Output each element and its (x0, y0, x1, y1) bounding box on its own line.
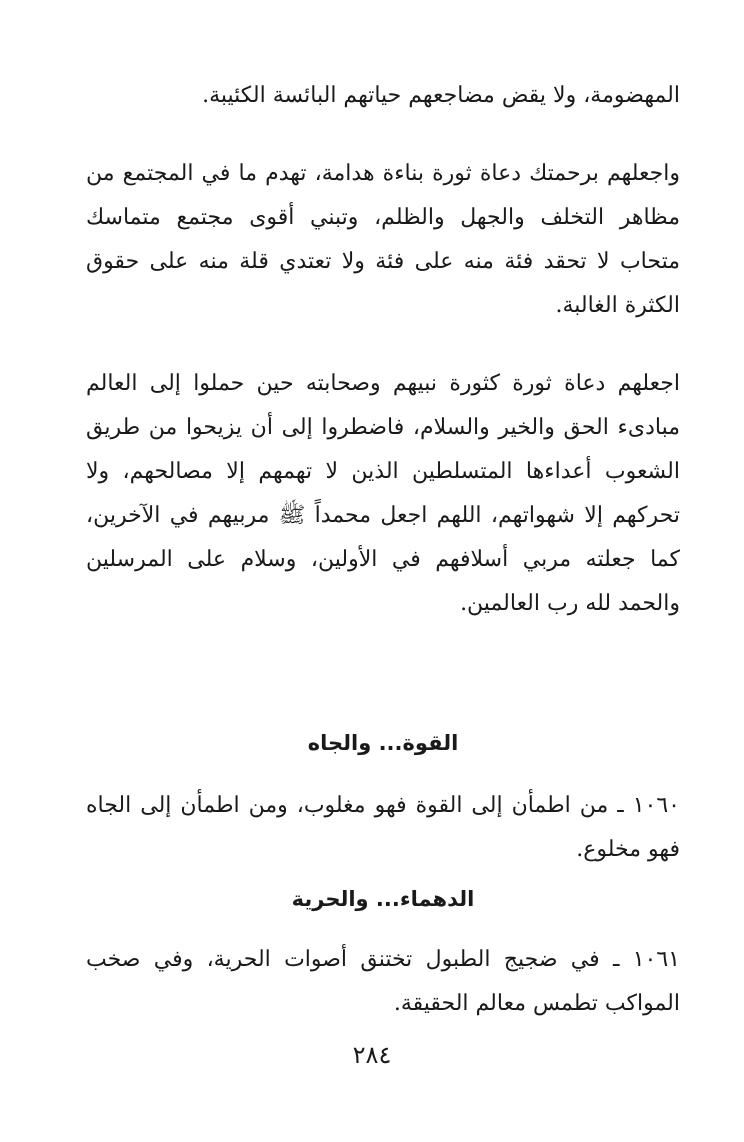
page-number: ٢٨٤ (352, 1041, 392, 1069)
section-heading-power-and-prestige: القوة... والجاه (307, 731, 459, 755)
section-heading-masses-and-freedom: الدهماء... والحرية (291, 887, 475, 911)
entry-text: ١٠٦١ ـ في ضجيج الطبول تختنق أصوات الحرية، وفي صخب المواكب تطمس معالم الحقيقة. (86, 947, 680, 1016)
paragraph-text: المهضومة، ولا يقض مضاجعهم حياتهم البائسة الكئيبة. (202, 83, 680, 108)
entry-text: ١٠٦٠ ـ من اطمأن إلى القوة فهو مغلوب، ومن اطمأن إلى الجاه فهو مخلوع. (86, 793, 680, 862)
paragraph-closing-line (86, 74, 680, 118)
paragraph-supplication (86, 152, 680, 328)
paragraph-revolution (86, 362, 680, 626)
paragraph-text: واجعلهم برحمتك دعاة ثورة بناءة هدامة، تهدم ما في المجتمع من مظاهر التخلف والجهل والظلم، وتبني أقوى مجتمع متماسك متحاب لا تحقد فئة منه على فئة ولا تعتدي قلة منه على حقوق الكثرة الغالبة. (86, 161, 680, 318)
numbered-entry-1061 (86, 938, 680, 1026)
paragraph-text: اجعلهم دعاة ثورة كثورة نبيهم وصحابته حين حملوا إلى العالم مبادىء الحق والخير والسلام، فاضطروا إلى أن يزيحوا من طريق الشعوب أعداءها المتسلطين الذين لا تهمهم إلا مصالحهم، ولا تحركهم إلا شهواتهم، اللهم اجعل محمداً ﷺ مربيهم في الآخرين، كما جعلته مربي أسلافهم في الأولين، وسلام على المرسلين والحمد لله رب العالمين. (86, 371, 680, 616)
numbered-entry-1060 (86, 784, 680, 872)
